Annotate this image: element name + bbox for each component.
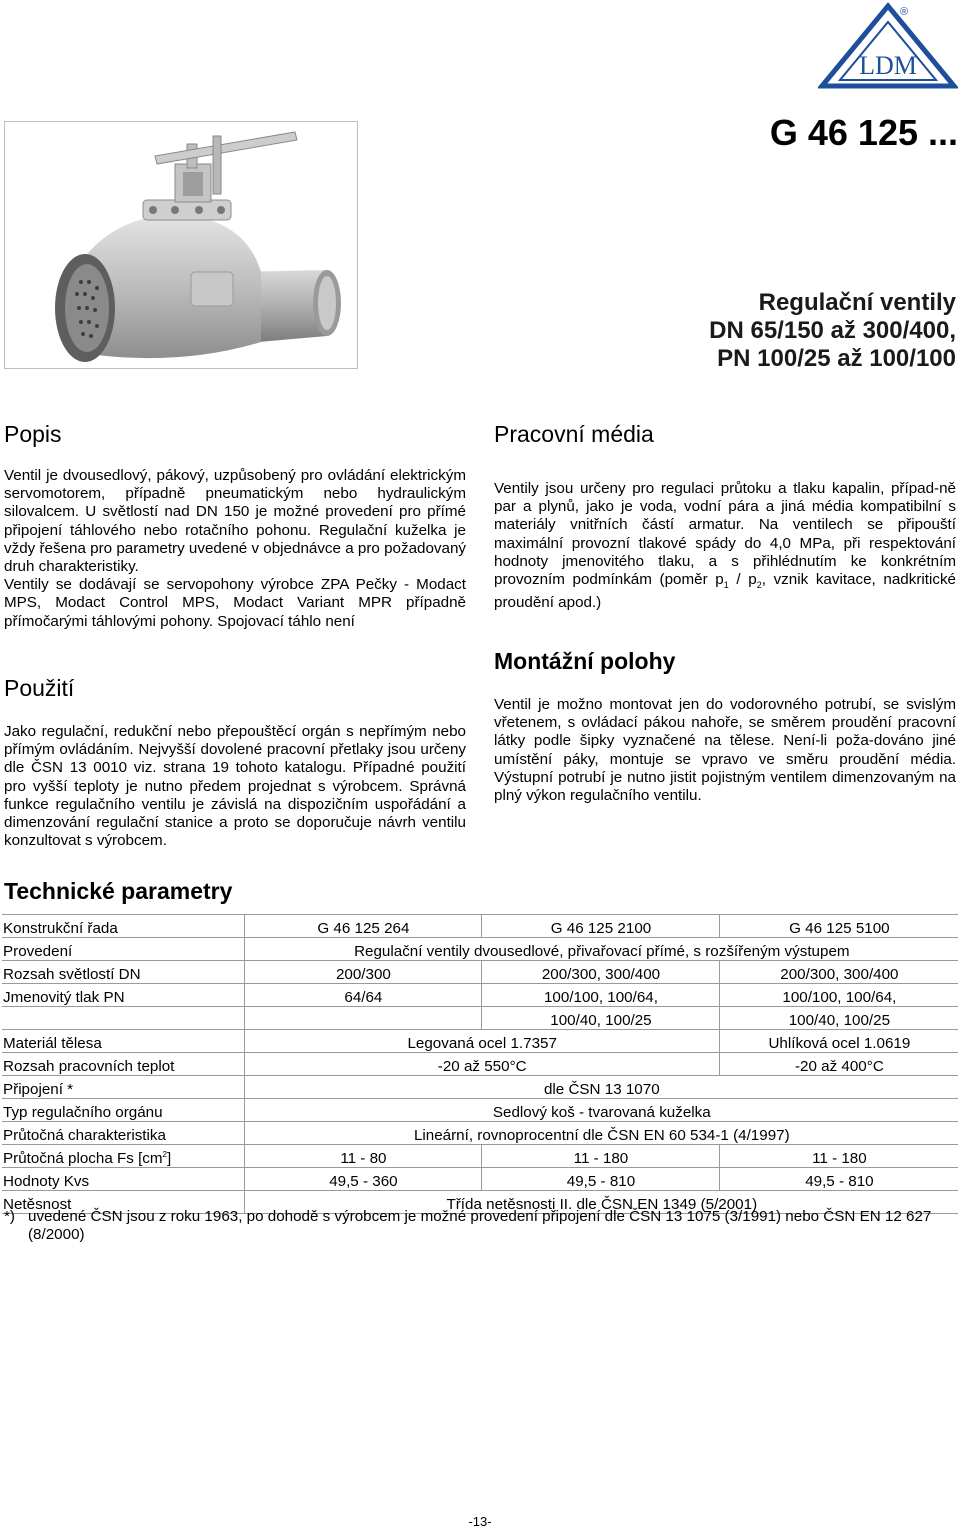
row-label bbox=[2, 1145, 244, 1168]
row-label: Jmenovitý tlak PN bbox=[2, 984, 244, 1007]
montazni-polohy-text bbox=[494, 696, 956, 805]
ldm-triangle-logo-icon bbox=[818, 2, 958, 90]
title-line-3: PN 100/25 až 100/100 bbox=[717, 345, 956, 372]
footnote bbox=[4, 1208, 958, 1244]
pracovni-media-paragraph bbox=[494, 480, 956, 612]
table-cell: G 46 125 5100 bbox=[719, 915, 958, 938]
table-row bbox=[2, 1030, 958, 1053]
row-label: Rozsah pracovních teplot bbox=[2, 1053, 244, 1076]
table-cell: Uhlíková ocel 1.0619 bbox=[719, 1030, 958, 1053]
row-label bbox=[2, 1007, 244, 1030]
valve-image-icon bbox=[5, 122, 357, 368]
table-cell: 64/64 bbox=[244, 984, 482, 1007]
table-cell: 100/40, 100/25 bbox=[719, 1007, 958, 1030]
popis-paragraph-2: Ventily se dodávají se servopohony výrobce ZPA Pečky - Modact MPS, Modact Control MPS, Modact Variant MPR případně přímočarými táhlovými pohony. Spojovací táhlo není bbox=[4, 576, 466, 630]
row-label: Konstrukční řada bbox=[2, 915, 244, 938]
table-cell: Legovaná ocel 1.7357 bbox=[244, 1030, 719, 1053]
title-line-1: Regulační ventily bbox=[758, 289, 956, 316]
media-text-a: Ventily jsou určeny pro regulaci průtoku a tlaku kapalin, případ-ně par a plynů, jako je voda, vodní pára a jiná média kompatibilní s materiály vnitřních částí armatur. Na ventilech se připouští maximální provozní tlakové spády do 4,0 MPa, při respektování hodnoty jmenovitého tlaku, a s přihlédnutím ke konkrétním provozním podmínkám (poměr p bbox=[494, 480, 956, 589]
table-cell: -20 až 400°C bbox=[719, 1053, 958, 1076]
montazni-paragraph-1: Ventil je možno montovat jen do vodorovného potrubí, se svislým vřetenem, s ovládací pákou nahoře, se směrem proudění pracovní látky podle šipky vyznačené na tělese. Není-li poža-dováno jiné umístění páky, montuje se vpravo ve směru proudění média. Výstupní potrubí je nutno jistit pojistným ventilem dimenzovaným na plný výkon regulačního ventilu. bbox=[494, 696, 956, 805]
heading-technicke-parametry: Technické parametry bbox=[4, 878, 233, 904]
footnote-text: uvedené ČSN jsou z roku 1963, po dohodě s výrobcem je možné provedení připojení dle ČSN 13 1075 (3/1991) nebo ČSN EN 12 627 (8/2000) bbox=[28, 1208, 932, 1243]
table-cell bbox=[244, 1007, 482, 1030]
table-row bbox=[2, 938, 958, 961]
table-cell: 200/300, 300/400 bbox=[719, 961, 958, 984]
table-row bbox=[2, 961, 958, 984]
table-cell: 100/40, 100/25 bbox=[482, 1007, 720, 1030]
media-sub-1: 1 bbox=[723, 580, 729, 591]
product-title bbox=[560, 289, 956, 373]
row-label: Rozsah světlostí DN bbox=[2, 961, 244, 984]
ldm-logo bbox=[818, 2, 958, 90]
popis-text bbox=[4, 467, 466, 631]
table-cell: 49,5 - 810 bbox=[482, 1168, 720, 1191]
pracovni-media-text bbox=[494, 480, 956, 612]
footnote-mark: *) bbox=[4, 1208, 15, 1225]
heading-pracovni-media: Pracovní média bbox=[494, 421, 654, 447]
table-cell: 200/300 bbox=[244, 961, 482, 984]
heading-montazni-polohy: Montážní polohy bbox=[494, 648, 676, 674]
registered-mark: ® bbox=[899, 6, 909, 18]
logo-text: LDM bbox=[859, 51, 917, 80]
table-row bbox=[2, 1007, 958, 1030]
media-text-c: , vznik kavitace, nadkritické proudění apod.) bbox=[494, 571, 956, 612]
table-row bbox=[2, 1122, 958, 1145]
table-cell: 49,5 - 360 bbox=[244, 1168, 482, 1191]
table-row bbox=[2, 1145, 958, 1168]
pouziti-text bbox=[4, 723, 466, 850]
table-cell: Regulační ventily dvousedlové, přivařovací přímé, s rozšířeným výstupem bbox=[244, 938, 958, 961]
table-row bbox=[2, 1076, 958, 1099]
heading-popis: Popis bbox=[4, 421, 62, 447]
table-row bbox=[2, 915, 958, 938]
table-row bbox=[2, 1099, 958, 1122]
heading-pouziti: Použití bbox=[4, 675, 75, 701]
table-cell: 11 - 180 bbox=[719, 1145, 958, 1168]
table-cell: 200/300, 300/400 bbox=[482, 961, 720, 984]
table-cell: 100/100, 100/64, bbox=[719, 984, 958, 1007]
table-cell: Lineární, rovnoprocentní dle ČSN EN 60 534-1 (4/1997) bbox=[244, 1122, 958, 1145]
row-label: Netěsnost bbox=[2, 1191, 244, 1214]
table-cell: dle ČSN 13 1070 bbox=[244, 1076, 958, 1099]
product-code: G 46 125 ... bbox=[769, 112, 958, 153]
pouziti-paragraph-1: Jako regulační, redukční nebo přepouštěcí orgán s nepřímým nebo přímým ovládáním. Nejvyšší dovolené pracovní přetlaky jsou určeny dle ČSN 13 0010 viz. strana 19 tohoto katalogu. Případné použití pro vyšší teploty je nutno předem projednat s výrobcem. Správná funkce regulačního ventilu je závislá na dispozičním uspořádání a dimenzování regulační stanice a proto se doporučuje návrh ventilu konzultovat s výrobcem. bbox=[4, 723, 466, 850]
table-cell: -20 až 550°C bbox=[244, 1053, 719, 1076]
row-label: Průtočná charakteristika bbox=[2, 1122, 244, 1145]
table-cell: G 46 125 2100 bbox=[482, 915, 720, 938]
label-part: Průtočná plocha Fs [cm bbox=[3, 1150, 163, 1167]
media-text-b: / p bbox=[728, 571, 757, 589]
row-label: Provedení bbox=[2, 938, 244, 961]
table-cell: 11 - 80 bbox=[244, 1145, 482, 1168]
popis-paragraph-1: Ventil je dvousedlový, pákový, uzpůsobený pro ovládání elektrickým servomotorem, případně pneumatickým nebo hydraulickým silovalcem. U světlostí nad DN 150 je možné provedení pro přímé připojení táhlového nebo rotačního pohonu. Regulační kuželka je vždy řešena pro parametry uvedené v objednávce a pro požadovaný druh charakteristiky. bbox=[4, 467, 466, 576]
table-cell: Třída netěsnosti II. dle ČSN EN 1349 (5/2001) bbox=[244, 1191, 958, 1214]
valve-photo bbox=[4, 121, 358, 369]
media-sub-2: 2 bbox=[756, 580, 762, 591]
label-end: ] bbox=[167, 1150, 172, 1167]
unit-superscript: 2 bbox=[162, 1149, 167, 1159]
table-cell: 11 - 180 bbox=[482, 1145, 720, 1168]
row-label: Připojení * bbox=[2, 1076, 244, 1099]
row-label: Materiál tělesa bbox=[2, 1030, 244, 1053]
table-cell: 100/100, 100/64, bbox=[482, 984, 720, 1007]
row-label: Typ regulačního orgánu bbox=[2, 1099, 244, 1122]
table-row bbox=[2, 1053, 958, 1076]
title-line-2: DN 65/150 až 300/400, bbox=[709, 317, 956, 344]
row-label: Hodnoty Kvs bbox=[2, 1168, 244, 1191]
table-cell: 49,5 - 810 bbox=[719, 1168, 958, 1191]
table-row bbox=[2, 984, 958, 1007]
technical-parameters-table bbox=[2, 914, 958, 1214]
page-number: -13- bbox=[468, 1514, 492, 1529]
table-cell: Sedlový koš - tvarovaná kuželka bbox=[244, 1099, 958, 1122]
table-row bbox=[2, 1168, 958, 1191]
table-cell: G 46 125 264 bbox=[244, 915, 482, 938]
